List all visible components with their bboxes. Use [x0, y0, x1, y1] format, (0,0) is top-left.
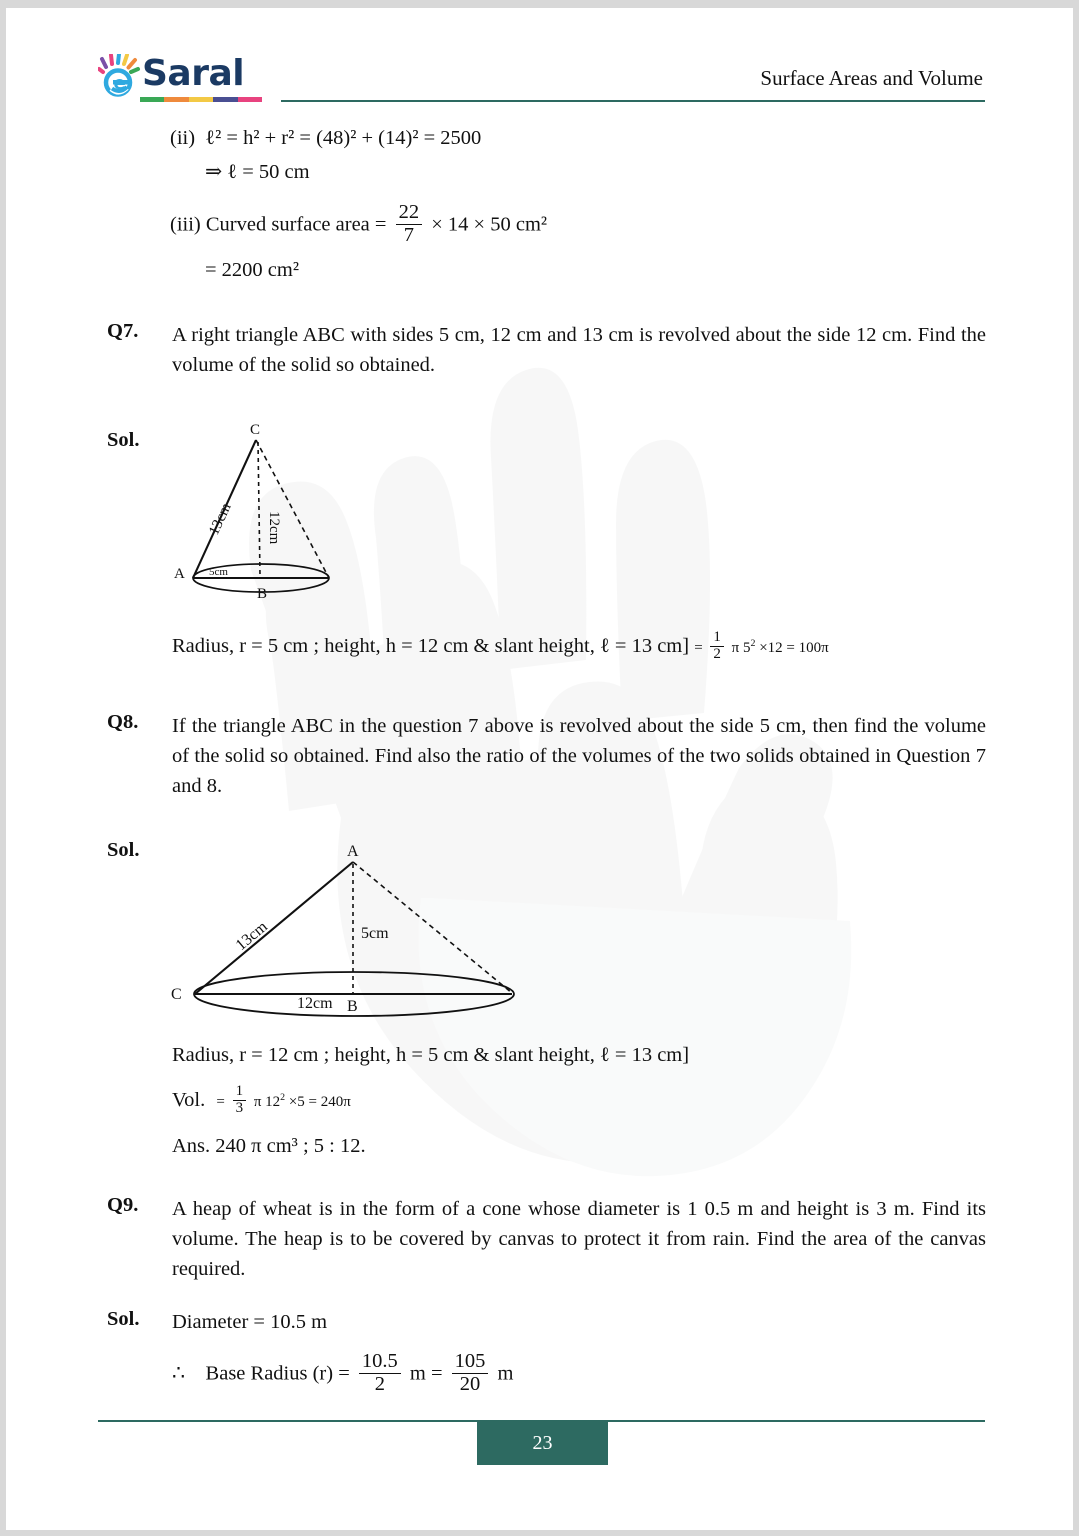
item-text-ii: ℓ² = h² + r² = (48)² + (14)² = 2500	[205, 127, 482, 149]
logo-wordmark: Saral	[142, 53, 245, 94]
esaral-logo	[98, 52, 268, 108]
q8-formula-exponent: 2	[280, 1092, 286, 1103]
q8-vol-label: Vol.	[172, 1089, 206, 1111]
solution-line-implies	[205, 158, 310, 187]
solution-line-iii	[170, 201, 810, 248]
q9-base-radius-prefix: Base Radius (r) =	[205, 1362, 350, 1385]
svg-text:13cm: 13cm	[232, 918, 271, 955]
chapter-title: Surface Areas and Volume	[760, 66, 983, 90]
svg-text:5cm: 5cm	[209, 566, 228, 578]
solution-line-result	[205, 256, 299, 285]
therefore-symbol: ∴	[172, 1362, 186, 1385]
svg-text:12cm: 12cm	[297, 995, 333, 1012]
q9-frac1-num: 10.5	[361, 1350, 398, 1372]
q7-frac-num: 1	[713, 629, 721, 646]
q9-mid-text: m =	[409, 1362, 443, 1385]
q8-result-line	[172, 1041, 872, 1070]
svg-text:13cm: 13cm	[206, 500, 235, 538]
q8-radius-text: Radius, r = 12 cm ; height, h = 5 cm & slant height, ℓ = 13 cm]	[172, 1044, 690, 1066]
q7-formula-tail: ×12 = 100π	[759, 640, 829, 656]
svg-text:e: e	[113, 73, 126, 94]
q9-frac1-den: 2	[359, 1373, 401, 1396]
q8-volume-line	[172, 1083, 351, 1119]
svg-text:C: C	[171, 986, 182, 1003]
item-label-iii: (iii)	[170, 213, 201, 236]
question-text-q8: If the triangle ABC in the question 7 above is revolved about the side 5 cm, then find the volume of the solid so obtained. Find also the ratio of the volumes of the two solids obtained in Question 7 and 8.	[172, 715, 986, 798]
solution-label-q7: Sol.	[107, 429, 140, 451]
fraction-numerator: 22	[398, 201, 420, 223]
q8-volume-formula	[216, 1083, 351, 1117]
q8-formula-tail: ×5 = 240π	[288, 1094, 351, 1110]
svg-text:5cm: 5cm	[361, 925, 389, 942]
esaral-hand-logo-icon	[98, 54, 146, 98]
fraction-22-over-7	[396, 202, 423, 246]
document-page	[6, 8, 1073, 1530]
svg-text:A: A	[347, 843, 359, 860]
q9-frac2-num: 105	[454, 1350, 486, 1372]
item-label-ii: (ii)	[170, 127, 196, 149]
q9-frac2-den: 20	[452, 1373, 489, 1396]
cone-diagram-q7	[171, 418, 416, 608]
q7-frac-den: 2	[710, 646, 724, 663]
question-label-q8: Q8.	[107, 711, 139, 733]
q7-radius-text: Radius, r = 5 cm ; height, h = 12 cm & slant height, ℓ = 13 cm]	[172, 635, 690, 657]
header-divider	[281, 100, 985, 102]
fraction-denominator: 7	[396, 224, 423, 247]
page-header	[6, 44, 1073, 116]
solution-line-ii	[170, 124, 730, 153]
solution-label-q9: Sol.	[107, 1308, 140, 1330]
q7-eq: =	[694, 640, 703, 656]
page-number-badge: 23	[477, 1421, 608, 1465]
q9-sol-line2	[172, 1350, 514, 1397]
q7-formula-body: π 5	[731, 640, 751, 656]
logo-color-bar	[140, 97, 262, 102]
csa-result: = 2200 cm²	[205, 259, 300, 281]
q8-frac-num: 1	[235, 1083, 244, 1100]
svg-text:A: A	[174, 566, 185, 582]
question-label-q7: Q7.	[107, 320, 139, 342]
q8-formula-body: π 12	[253, 1094, 281, 1110]
q7-volume-formula	[694, 629, 829, 663]
q8-frac-den: 3	[233, 1100, 247, 1117]
question-label-q9: Q9.	[107, 1194, 139, 1216]
q7-fraction-one-half	[710, 630, 724, 663]
fraction-105-over-20	[452, 1351, 489, 1395]
q8-answer-line: Ans. 240 π cm³ ; 5 : 12.	[172, 1135, 366, 1157]
q8-eq: =	[216, 1094, 225, 1110]
cone-diagram-q8	[169, 836, 544, 1026]
svg-text:12cm: 12cm	[266, 511, 282, 545]
svg-text:B: B	[257, 586, 268, 602]
solution-label-q8: Sol.	[107, 839, 140, 861]
fraction-10-5-over-2	[359, 1351, 401, 1395]
q9-unit-suffix: m	[497, 1362, 514, 1385]
svg-text:B: B	[347, 998, 358, 1015]
question-text-q9: A heap of wheat is in the form of a cone whose diameter is 1 0.5 m and height is 3 m. Find its volume. The heap is to be covered by canvas to protect it from rain. Find the area of the canvas required.	[172, 1198, 986, 1281]
question-text-q7: A right triangle ABC with sides 5 cm, 12 cm and 13 cm is revolved about the side 12 cm. Find the volume of the solid so obtained.	[172, 324, 986, 377]
q7-formula-exponent: 2	[750, 638, 756, 649]
csa-prefix: Curved surface area =	[205, 213, 387, 236]
svg-text:C: C	[250, 422, 261, 438]
csa-suffix: × 14 × 50 cm²	[431, 213, 548, 236]
q8-fraction-one-third	[233, 1084, 247, 1117]
q7-result-line	[172, 629, 992, 665]
q9-sol-line1: Diameter = 10.5 m	[172, 1311, 328, 1333]
implies-text: ⇒ ℓ = 50 cm	[205, 161, 310, 183]
